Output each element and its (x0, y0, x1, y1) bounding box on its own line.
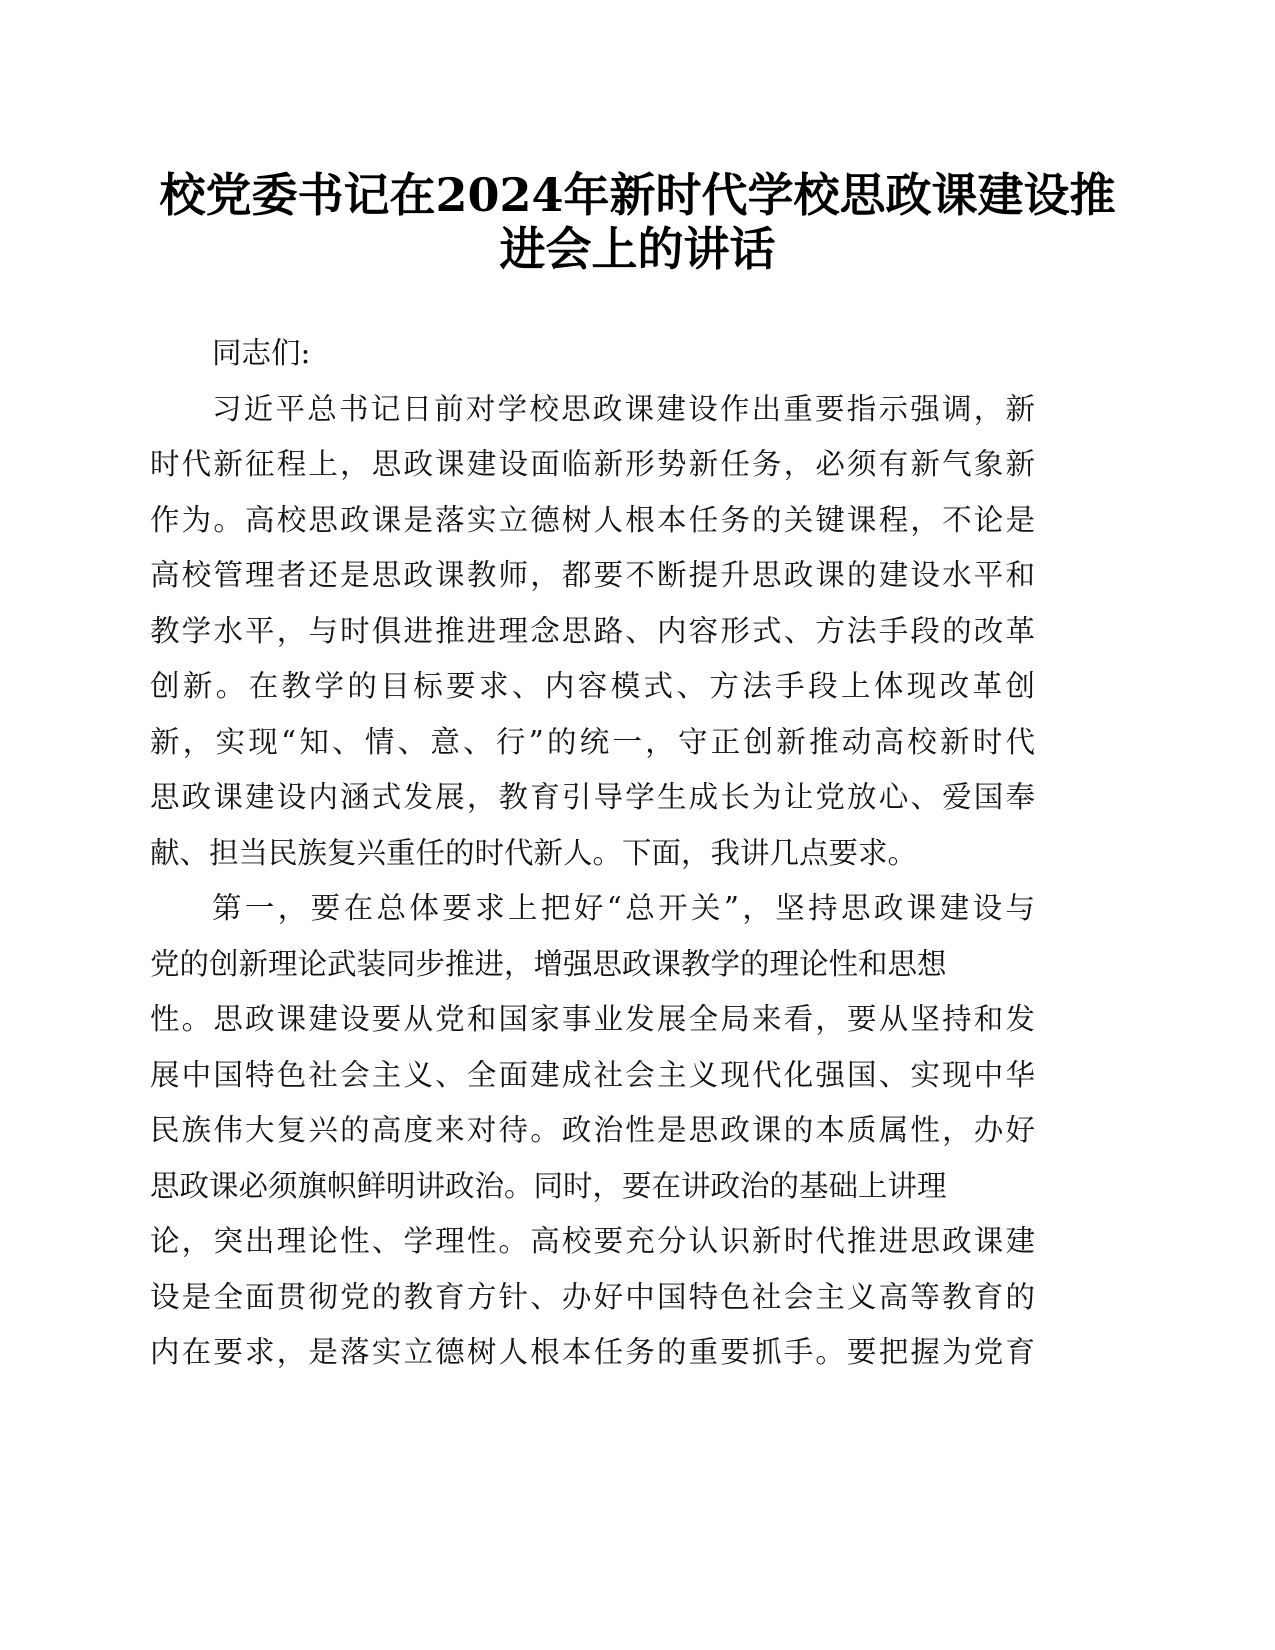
paragraph-line: 思政课必须旗帜鲜明讲政治。同时，要在讲政治的基础上讲理 (150, 1168, 947, 1203)
paragraph-line: 性。思政课建设要从党和国家事业发展全局来看，要从坚持和发 (150, 1002, 1035, 1036)
paragraph-line: 教学水平，与时俱进推进理念思路、内容形式、方法手段的改革 (150, 613, 1035, 648)
paragraph-line: 新，实现“知、情、意、行”的统一，守正创新推动高校新时代 (150, 724, 1035, 759)
paragraph-line: 民族伟大复兴的高度来对待。政治性是思政课的本质属性，办好 (150, 1113, 1035, 1147)
document-title (150, 168, 1125, 276)
paragraph-1 (150, 382, 1035, 882)
paragraph-line: 创新。在教学的目标要求、内容模式、方法手段上体现改革创 (150, 669, 1035, 703)
salutation: 同志们: (212, 336, 311, 370)
paragraph-line: 内在要求，是落实立德树人根本任务的重要抓手。要把握为党育 (150, 1335, 1035, 1369)
title-line-2: 进会上的讲话 (499, 222, 776, 276)
document-body (150, 326, 1035, 1381)
paragraph-line: 献、担当民族复兴重任的时代新人。下面，我讲几点要求。 (150, 835, 918, 870)
paragraph-line: 作为。高校思政课是落实立德树人根本任务的关键课程，不论是 (150, 502, 1035, 537)
paragraph-line: 展中国特色社会主义、全面建成社会主义现代化强国、实现中华 (150, 1057, 1035, 1092)
paragraph-2 (150, 881, 1035, 1381)
paragraph-line: 思政课建设内涵式发展，教育引导学生成长为让党放心、爱国奉 (150, 780, 1035, 814)
title-line-1: 校党委书记在2024年新时代学校思政课建设推 (159, 168, 1116, 222)
paragraph-line: 党的创新理论武装同步推进，增强思政课教学的理论性和思想 (150, 946, 947, 981)
paragraph-line: 高校管理者还是思政课教师，都要不断提升思政课的建设水平和 (150, 558, 1035, 592)
paragraph-line: 第一，要在总体要求上把好“总开关”，坚持思政课建设与 (212, 891, 1035, 925)
paragraph-line: 设是全面贯彻党的教育方针、办好中国特色社会主义高等教育的 (150, 1279, 1035, 1314)
paragraph-line: 习近平总书记日前对学校思政课建设作出重要指示强调，新 (212, 391, 1035, 426)
paragraph-line: 时代新征程上，思政课建设面临新形势新任务，必须有新气象新 (150, 447, 1035, 481)
paragraph-line: 论，突出理论性、学理性。高校要充分认识新时代推进思政课建 (150, 1224, 1035, 1258)
